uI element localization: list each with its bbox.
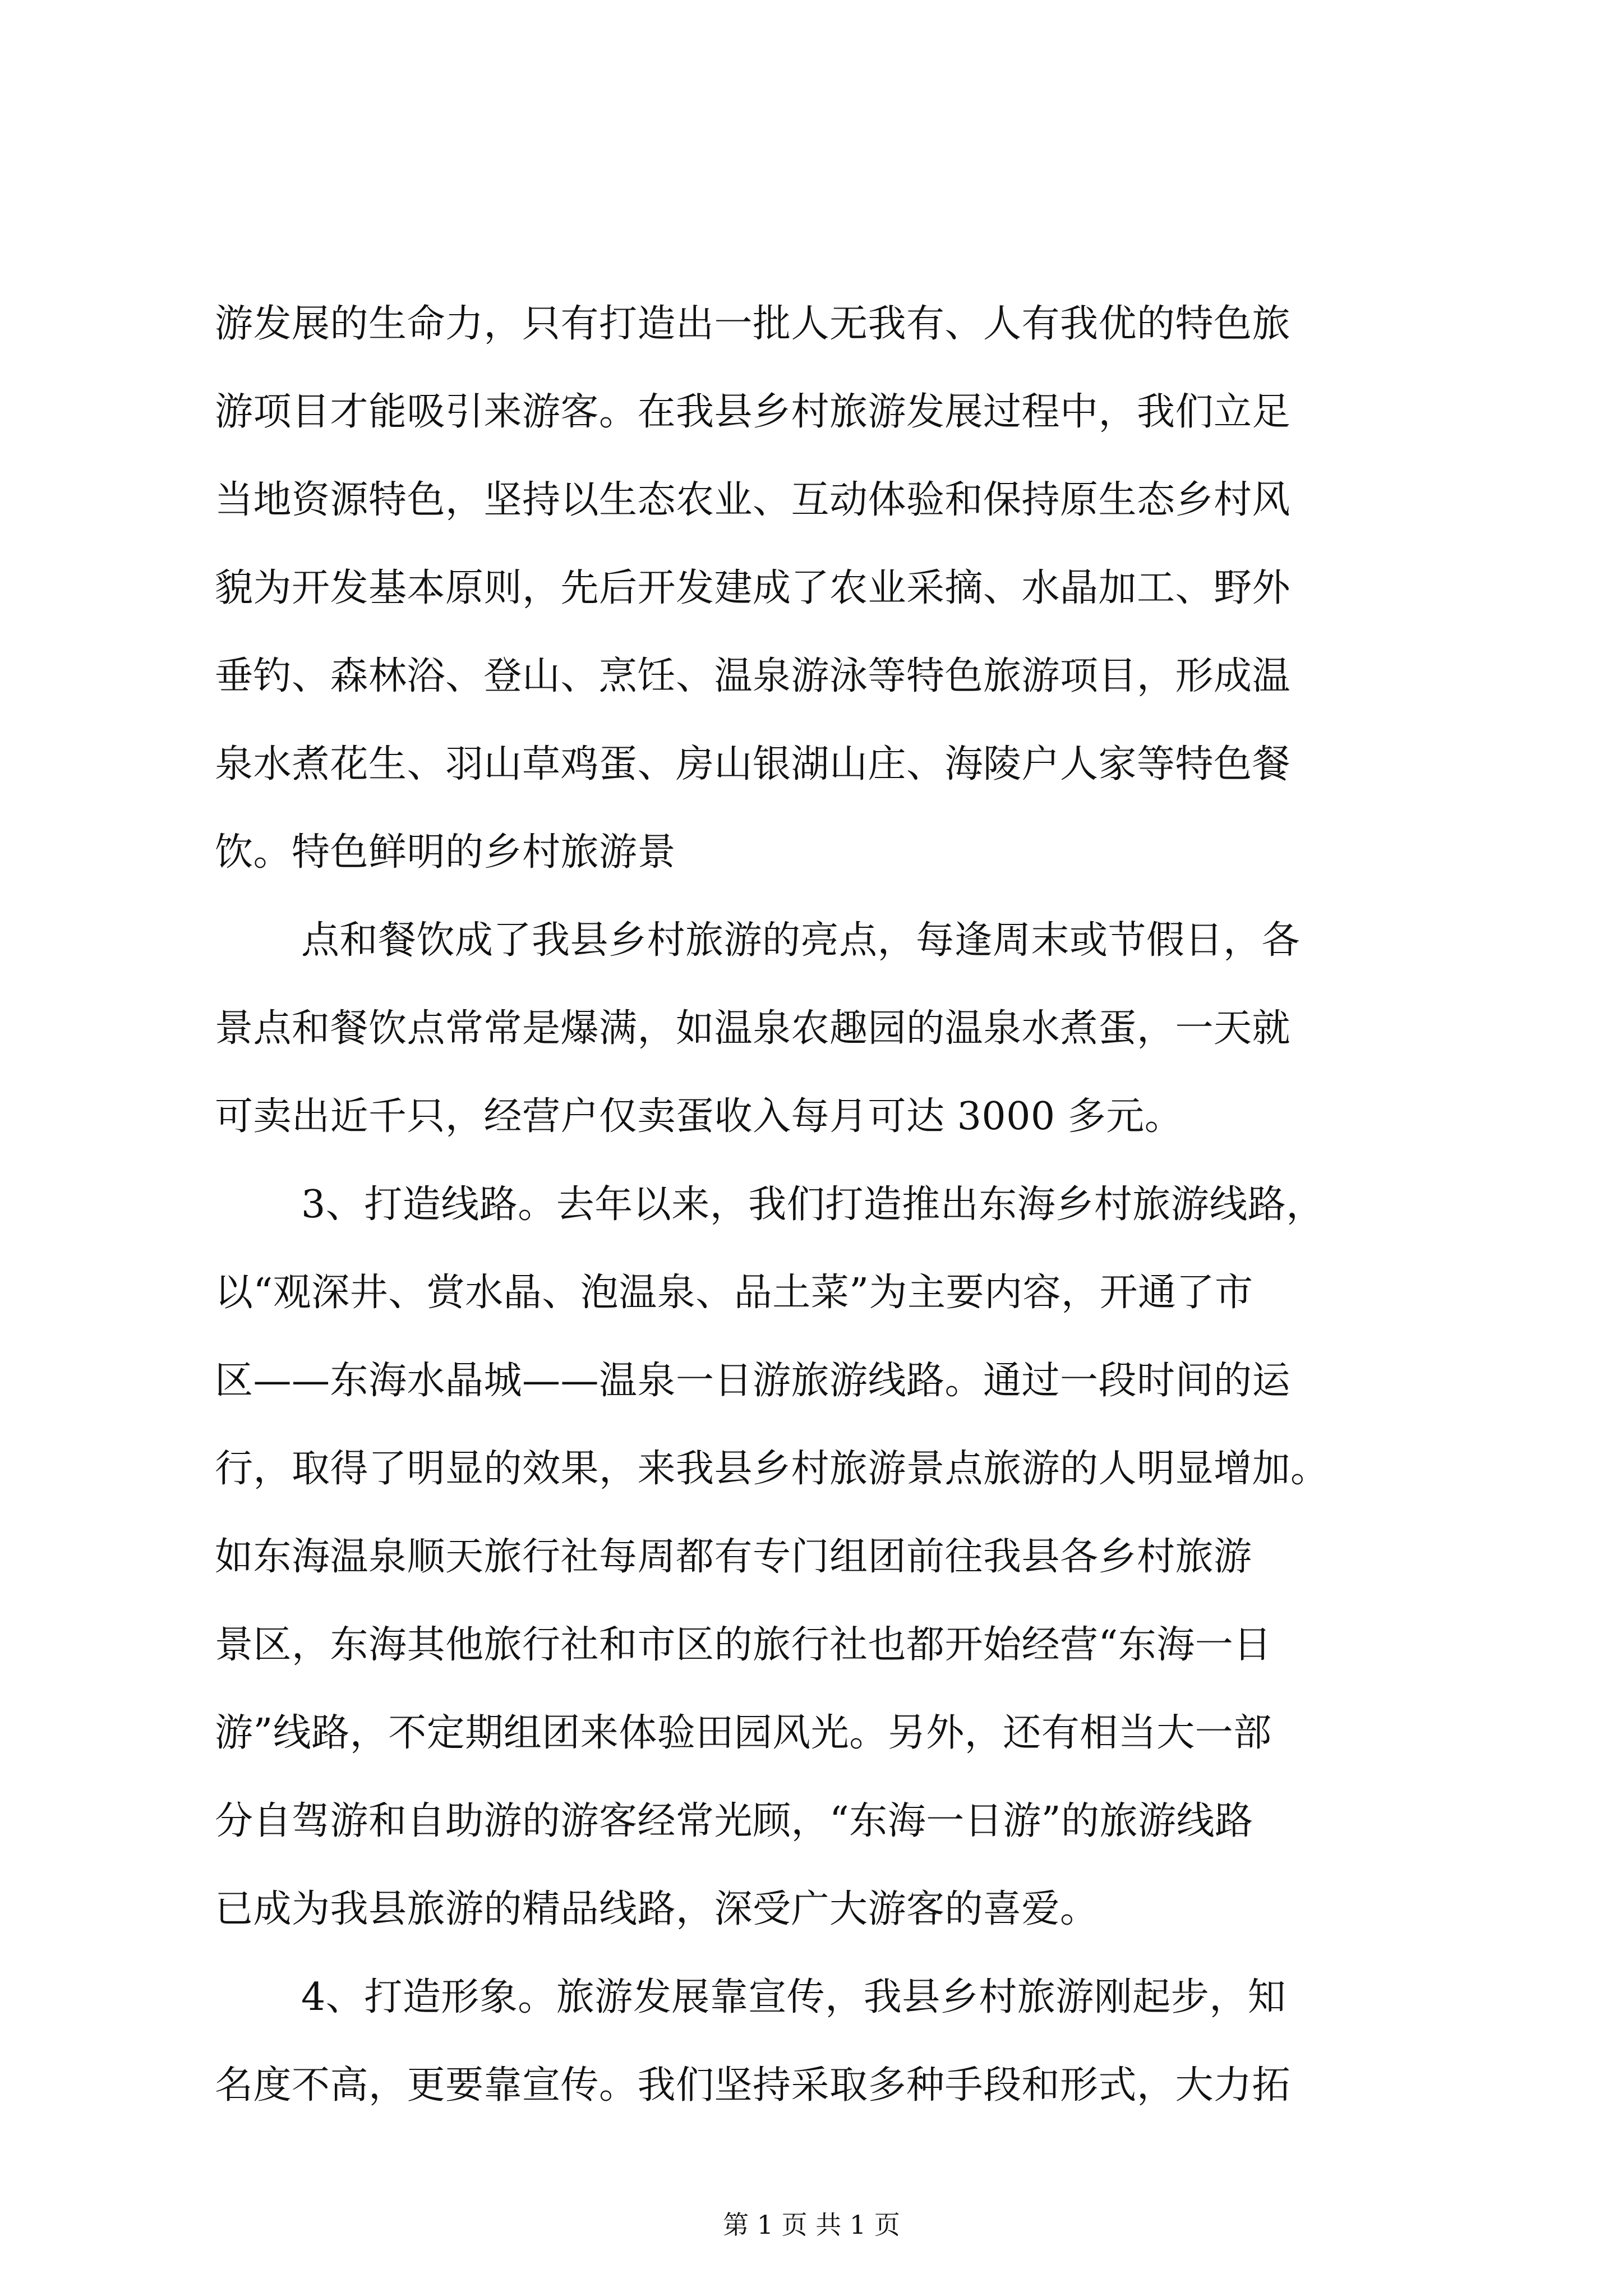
body-text-line: 行，取得了明显的效果，来我县乡村旅游景点旅游的人明显增加。 (215, 1447, 1329, 1491)
page-footer: 第 1 页 共 1 页 (723, 2210, 900, 2240)
body-text-line: 泉水煮花生、羽山草鸡蛋、房山银湖山庄、海陵户人家等特色餐 (215, 742, 1291, 786)
body-text-line: 景区，东海其他旅行社和市区的旅行社也都开始经营“东海一日 (215, 1623, 1272, 1667)
body-text-line: 以“观深井、赏水晶、泡温泉、品土菜”为主要内容，开通了市 (215, 1271, 1253, 1315)
paragraph-start-line: 3、打造线路。去年以来，我们打造推出东海乡村旅游线路， (301, 1182, 1325, 1227)
body-text-line: 分自驾游和自助游的游客经常光顾，“东海一日游”的旅游线路 (215, 1799, 1253, 1843)
body-text-line: 如东海温泉顺天旅行社每周都有专门组团前往我县各乡村旅游 (215, 1535, 1252, 1579)
body-text-line: 景点和餐饮点常常是爆满，如温泉农趣园的温泉水煮蛋，一天就 (215, 1006, 1291, 1051)
body-text-line: 饮。特色鲜明的乡村旅游景 (215, 830, 676, 875)
body-text-line: 区——东海水晶城——温泉一日游旅游线路。通过一段时间的运 (215, 1359, 1291, 1403)
paragraph-start-line: 点和餐饮成了我县乡村旅游的亮点，每逢周末或节假日，各 (301, 918, 1301, 963)
body-text-line: 当地资源特色，坚持以生态农业、互动体验和保持原生态乡村风 (215, 478, 1291, 522)
body-text-line: 游项目才能吸引来游客。在我县乡村旅游发展过程中，我们立足 (215, 390, 1291, 434)
body-text-line: 名度不高，更要靠宣传。我们坚持采取多种手段和形式，大力拓 (215, 2063, 1291, 2108)
body-text-line: 已成为我县旅游的精品线路，深受广大游客的喜爱。 (215, 1887, 1099, 1931)
body-text-line: 游”线路，不定期组团来体验田园风光。另外，还有相当大一部 (215, 1711, 1272, 1755)
body-text-line: 貌为开发基本原则，先后开发建成了农业采摘、水晶加工、野外 (215, 566, 1291, 610)
paragraph-start-line: 4、打造形象。旅游发展靠宣传，我县乡村旅游刚起步，知 (301, 1975, 1287, 2019)
body-text-line: 垂钓、森林浴、登山、烹饪、温泉游泳等特色旅游项目，形成温 (215, 654, 1291, 698)
body-text-line: 游发展的生命力，只有打造出一批人无我有、人有我优的特色旅 (215, 302, 1291, 346)
body-text-line: 可卖出近千只，经营户仅卖蛋收入每月可达 3000 多元。 (215, 1094, 1183, 1139)
